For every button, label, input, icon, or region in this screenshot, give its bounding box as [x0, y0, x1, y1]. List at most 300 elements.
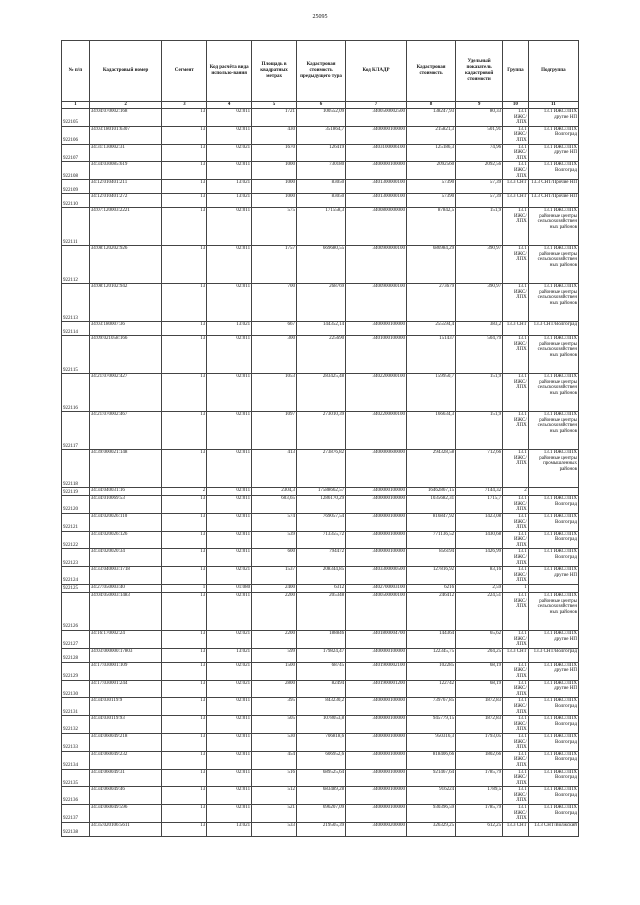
- subgroup: 13.1 ИЖС/ЛПХ районные центры сельскохозяйствен ных районов: [528, 374, 578, 412]
- kladr-code: 3400900000100: [346, 246, 407, 284]
- previous-cost: 683489,28: [296, 787, 345, 805]
- row-number: 922133: [62, 733, 90, 751]
- usage-code: 02:021: [207, 567, 252, 585]
- table-row: [62, 180, 579, 194]
- specific-cost: 390,97: [456, 246, 503, 284]
- cadastral-cost: 246412: [406, 593, 455, 631]
- table-row: [62, 567, 579, 585]
- row-number: 922136: [62, 787, 90, 805]
- subgroup: 13.1 ИЖС/ЛПХ Волгоград: [528, 698, 578, 716]
- area: 2800: [252, 680, 297, 698]
- segment: 13: [162, 733, 207, 751]
- specific-cost: 65,62: [456, 631, 503, 649]
- kladr-code: 3402200000100: [346, 412, 407, 450]
- cadastral-number: 34:34:040031:16: [89, 488, 162, 496]
- area: 667: [252, 322, 297, 336]
- table-row: [62, 698, 579, 716]
- segment: 13: [162, 716, 207, 734]
- row-number: 922127: [62, 631, 90, 649]
- area: 1670: [252, 144, 297, 162]
- usage-code: 01:080: [207, 585, 252, 593]
- cadastral-cost: 138247,93: [406, 109, 455, 127]
- kladr-code: 3400000100000: [346, 162, 407, 180]
- group: 13.3 СНТ: [503, 194, 529, 208]
- segment: 13: [162, 662, 207, 680]
- usage-code: 02:011: [207, 593, 252, 631]
- usage-code: 02:011: [207, 531, 252, 549]
- cadastral-number: 34:08:120202:926: [89, 246, 162, 284]
- row-number: 922121: [62, 513, 90, 531]
- table-row: [62, 194, 579, 208]
- usage-code: 02:011: [207, 208, 252, 246]
- segment: 13: [162, 593, 207, 631]
- usage-code: 02:011: [207, 787, 252, 805]
- previous-cost: 126419: [296, 144, 345, 162]
- column-header: Кадастровая стоимость: [406, 41, 455, 102]
- row-number: 922126: [62, 593, 90, 631]
- kladr-code: 3400000100000: [346, 322, 407, 336]
- column-header: Группа: [503, 41, 529, 102]
- group: 13.1 ИЖС/ЛПХ: [503, 109, 529, 127]
- column-number: 9: [456, 102, 503, 109]
- subgroup: 13.1 ИЖС/ЛПХ Волгоград: [528, 531, 578, 549]
- previous-cost: 794472: [296, 549, 345, 567]
- previous-cost: 205348: [296, 593, 345, 631]
- row-number: 922130: [62, 680, 90, 698]
- specific-cost: 612,25: [456, 822, 503, 836]
- kladr-code: 3400000100000: [346, 698, 407, 716]
- table-row: [62, 496, 579, 514]
- subgroup: 13.1 ИЖС/ЛПХ другие НП: [528, 109, 578, 127]
- area: 599: [252, 648, 297, 662]
- segment: 13: [162, 194, 207, 208]
- column-number-row: [62, 102, 579, 109]
- specific-cost: 151,9: [456, 412, 503, 450]
- cadastral-cost: 2092560: [406, 162, 455, 180]
- segment: 13: [162, 567, 207, 585]
- segment: 13: [162, 126, 207, 144]
- subgroup: 13.1 ИЖС/ЛПХ районные центры сельскохозяйствен ных районов: [528, 208, 578, 246]
- table-row: [62, 593, 579, 631]
- previous-cost: 273876,82: [296, 450, 345, 488]
- subgroup: 13.1 ИЖС/ЛПХ Волгоград: [528, 805, 578, 823]
- group: 13.1 ИЖС/ЛПХ: [503, 805, 529, 823]
- table-row: [62, 680, 579, 698]
- cadastral-cost: 950316,3: [406, 733, 455, 751]
- table-row: [62, 751, 579, 769]
- group: 13.1 ИЖС/ЛПХ: [503, 751, 529, 769]
- specific-cost: 501,91: [456, 126, 503, 144]
- cadastral-number: 34:34:030119:9: [89, 698, 162, 716]
- group: 2: [503, 488, 529, 496]
- subgroup: 13.1 ИЖС/ЛПХ Волгоград: [528, 549, 578, 567]
- area: 575: [252, 208, 297, 246]
- row-number: 922122: [62, 531, 90, 549]
- area: 521: [252, 805, 297, 823]
- area: 300: [252, 336, 297, 374]
- cadastral-number: 34:34:020026:126: [89, 531, 162, 549]
- specific-cost: 224,51: [456, 593, 503, 631]
- segment: 13: [162, 246, 207, 284]
- row-number: 922118: [62, 450, 90, 488]
- column-number: 4: [207, 102, 252, 109]
- column-header: Подгруппа: [528, 41, 578, 102]
- area: 700: [252, 284, 297, 322]
- previous-cost: 219505,39: [296, 822, 345, 836]
- table-row: [62, 631, 579, 649]
- usage-code: 02:011: [207, 549, 252, 567]
- cadastral-number: 34:04:070002:168: [89, 109, 162, 127]
- group: 13.1 ИЖС/ЛПХ: [503, 769, 529, 787]
- cadastral-number: 34:27:050003:40: [89, 585, 162, 593]
- cadastral-cost: 326329,25: [406, 822, 455, 836]
- area: 454: [252, 751, 297, 769]
- specific-cost: 68,19: [456, 662, 503, 680]
- group: 13.1 ИЖС/ЛПХ: [503, 246, 529, 284]
- usage-code: 02:011: [207, 284, 252, 322]
- table-row: [62, 769, 579, 787]
- subgroup: 13.3 СНТ/Прочие НП: [528, 180, 578, 194]
- area: 574: [252, 513, 297, 531]
- group: 13.1 ИЖС/ЛПХ: [503, 374, 529, 412]
- usage-code: 02:011: [207, 769, 252, 787]
- segment: 13: [162, 648, 207, 662]
- previous-cost: 351864,7: [296, 126, 345, 144]
- kladr-code: 3400900000100: [346, 284, 407, 322]
- kladr-code: 3400000100000: [346, 805, 407, 823]
- column-header: Код КЛАДР: [346, 41, 407, 102]
- kladr-code: 3400000100000: [346, 716, 407, 734]
- row-number: 922113: [62, 284, 90, 322]
- subgroup: 13.1 ИЖС/ЛПХ другие НП: [528, 567, 578, 585]
- table-row: [62, 450, 579, 488]
- segment: 13: [162, 531, 207, 549]
- group: 13.1 ИЖС/ЛПХ: [503, 787, 529, 805]
- previous-cost: 730180: [296, 162, 345, 180]
- usage-code: 02:011: [207, 126, 252, 144]
- previous-cost: 68745: [296, 662, 345, 680]
- row-number: 922137: [62, 805, 90, 823]
- kladr-code: 3400000200000: [346, 822, 407, 836]
- usage-code: 02:011: [207, 412, 252, 450]
- previous-cost: 689525,64: [296, 769, 345, 787]
- cadastral-number: 34:34:060049:218: [89, 733, 162, 751]
- group: 13.1 ИЖС/ЛПХ: [503, 567, 529, 585]
- previous-cost: 188846: [296, 631, 345, 649]
- segment: 13: [162, 162, 207, 180]
- usage-code: 02:011: [207, 109, 252, 127]
- subgroup: 13.3 СНТ/Прочие НП: [528, 194, 578, 208]
- usage-code: 02:011: [207, 751, 252, 769]
- kladr-code: 3401900002100: [346, 662, 407, 680]
- area: 1053: [252, 374, 297, 412]
- table-row: [62, 513, 579, 531]
- segment: 13: [162, 680, 207, 698]
- group: 13.1 ИЖС/ЛПХ: [503, 662, 529, 680]
- area: 2200: [252, 593, 297, 631]
- cadastral-number: 34:34:060049:232: [89, 751, 162, 769]
- subgroup: 13.1 ИЖС/ЛПХ другие НП: [528, 662, 578, 680]
- row-number: 922123: [62, 549, 90, 567]
- kladr-code: 3400800000000: [346, 208, 407, 246]
- specific-cost: 1802,66: [456, 751, 503, 769]
- cadastral-number: 34:03:000000:17803: [89, 648, 162, 662]
- cadastral-number: 34:03:180007:36: [89, 322, 162, 336]
- table-row: [62, 805, 579, 823]
- cadastral-cost: 916224: [406, 787, 455, 805]
- previous-cost: 1286170,29: [296, 496, 345, 514]
- column-number: 1: [62, 102, 90, 109]
- usage-code: 02:011: [207, 513, 252, 531]
- usage-code: 02:011: [207, 162, 252, 180]
- subgroup: 13.1 ИЖС/ЛПХ Волгоград: [528, 787, 578, 805]
- group: 13.1 ИЖС/ЛПХ: [503, 593, 529, 631]
- segment: 13: [162, 769, 207, 787]
- area: 2304,3: [252, 488, 297, 496]
- segment: 13: [162, 549, 207, 567]
- specific-cost: 1430,68: [456, 531, 503, 549]
- specific-cost: 151,9: [456, 374, 503, 412]
- group: 13.1 ИЖС/ЛПХ: [503, 284, 529, 322]
- cadastral-cost: 921467,64: [406, 769, 455, 787]
- column-header: Кадастровый номер: [89, 41, 162, 102]
- table-row: [62, 208, 579, 246]
- cadastral-cost: 818406,66: [406, 751, 455, 769]
- area: 600: [252, 549, 297, 567]
- table-body: [62, 109, 579, 837]
- area: 1000: [252, 194, 297, 208]
- cadastral-cost: 87842,5: [406, 208, 455, 246]
- kladr-code: 3401300000100: [346, 194, 407, 208]
- subgroup: 13.1 ИЖС/ЛПХ Волгоград: [528, 733, 578, 751]
- cadastral-number: 34:31:130002:31: [89, 144, 162, 162]
- row-number: 922128: [62, 648, 90, 662]
- group: 13.3 СНТ: [503, 822, 529, 836]
- table-row: [62, 246, 579, 284]
- specific-cost: 1793,05: [456, 733, 503, 751]
- row-number: 922114: [62, 322, 90, 336]
- row-number: 922132: [62, 716, 90, 734]
- previous-cost: 83050: [296, 180, 345, 194]
- specific-cost: 504,79: [456, 336, 503, 374]
- table-row: [62, 144, 579, 162]
- segment: 13: [162, 496, 207, 514]
- subgroup: 13.1 ИЖС/ЛПХ районные центры сельскохозяйствен ных районов: [528, 593, 578, 631]
- kladr-code: 3403100006100: [346, 144, 407, 162]
- column-number: 11: [528, 102, 578, 109]
- subgroup: 13.1 ИЖС/ЛПХ Волгоград: [528, 751, 578, 769]
- group: 13.1 ИЖС/ЛПХ: [503, 531, 529, 549]
- previous-cost: 82494: [296, 680, 345, 698]
- previous-cost: 179824,47: [296, 648, 345, 662]
- area: 516: [252, 769, 297, 787]
- group: 13.1 ИЖС/ЛПХ: [503, 126, 529, 144]
- row-number: 922108: [62, 162, 90, 180]
- group: 13.1 ИЖС/ЛПХ: [503, 513, 529, 531]
- subgroup: 13.1 ИЖС/ЛПХ Волгоград: [528, 126, 578, 144]
- usage-code: 02:011: [207, 450, 252, 488]
- cadastral-cost: 273679: [406, 284, 455, 322]
- cadastral-cost: 6216: [406, 585, 455, 593]
- table-row: [62, 336, 579, 374]
- segment: 13: [162, 374, 207, 412]
- previous-cost: 713355,72: [296, 531, 345, 549]
- table-row: [62, 787, 579, 805]
- cadastral-number: 34:33:040003:1718: [89, 567, 162, 585]
- cadastral-number: 34:16:170002:24: [89, 631, 162, 649]
- specific-cost: 2,59: [456, 585, 503, 593]
- subgroup: [528, 585, 578, 593]
- segment: 13: [162, 412, 207, 450]
- kladr-code: 3400000100000: [346, 126, 407, 144]
- group: 13.1 ИЖС/ЛПХ: [503, 336, 529, 374]
- previous-cost: 144352,14: [296, 322, 345, 336]
- group: 13.1 ИЖС/ЛПХ: [503, 144, 529, 162]
- table-row: [62, 733, 579, 751]
- cadastral-number: 34:34:010069:53: [89, 496, 162, 514]
- kladr-code: 3401800004700: [346, 631, 407, 649]
- row-number: 922124: [62, 567, 90, 585]
- previous-cost: 6312: [296, 585, 345, 593]
- subgroup: 13.1 ИЖС/ЛПХ другие НП: [528, 680, 578, 698]
- kladr-code: 3400000100000: [346, 733, 407, 751]
- usage-code: 02:021: [207, 662, 252, 680]
- cadastral-number: 34:21:070002:427: [89, 374, 162, 412]
- cadastral-cost: 122345,75: [406, 648, 455, 662]
- segment: 13: [162, 751, 207, 769]
- kladr-code: 3400000100000: [346, 769, 407, 787]
- column-header: Код расчёта вида использо-вания: [207, 41, 252, 102]
- column-number: 8: [406, 102, 455, 109]
- usage-code: 02:011: [207, 698, 252, 716]
- column-header: Сегмент: [162, 41, 207, 102]
- kladr-code: 3400000100000: [346, 549, 407, 567]
- segment: 2: [162, 488, 207, 496]
- subgroup: [528, 488, 578, 496]
- specific-cost: 1423,08: [456, 513, 503, 531]
- area: 1500: [252, 662, 297, 680]
- cadastral-cost: 127816,92: [406, 567, 455, 585]
- column-header: Удельный показатель кадастровой стоимости: [456, 41, 503, 102]
- cadastral-number: 34:21:070002:467: [89, 412, 162, 450]
- specific-cost: 1872,83: [456, 698, 503, 716]
- cadastral-number: 34:08:120102:942: [89, 284, 162, 322]
- subgroup: 13.1 ИЖС/ЛПХ районные центры промышленных районов: [528, 450, 578, 488]
- previous-cost: 283425,48: [296, 374, 345, 412]
- previous-cost: 17588662,57: [296, 488, 345, 496]
- cadastral-number: 34:34:060049:31: [89, 769, 162, 787]
- column-number: 3: [162, 102, 207, 109]
- kladr-code: 3401300000100: [346, 180, 407, 194]
- segment: 13: [162, 336, 207, 374]
- area: 395: [252, 698, 297, 716]
- kladr-code: 3400500002500: [346, 109, 407, 127]
- table-row: [62, 126, 579, 144]
- usage-code: 13:021: [207, 322, 252, 336]
- cadastral-cost: 57390: [406, 194, 455, 208]
- row-number: 922120: [62, 496, 90, 514]
- segment: 13: [162, 513, 207, 531]
- cadastral-number: 34:17:030001:109: [89, 662, 162, 680]
- area: 1721: [252, 109, 297, 127]
- kladr-code: 3400000100000: [346, 496, 407, 514]
- row-number: 922107: [62, 144, 90, 162]
- group: 13.1 ИЖС/ЛПХ: [503, 549, 529, 567]
- cadastral-number: 34:12:010401:211: [89, 180, 162, 194]
- row-number: 922131: [62, 698, 90, 716]
- area: 512: [252, 787, 297, 805]
- segment: 13: [162, 822, 207, 836]
- usage-code: 02:011: [207, 374, 252, 412]
- specific-cost: 1426,99: [456, 549, 503, 567]
- row-number: 922134: [62, 751, 90, 769]
- row-number: 922110: [62, 194, 90, 208]
- group: 13.1 ИЖС/ЛПХ: [503, 412, 529, 450]
- kladr-code: 3400000100000: [346, 513, 407, 531]
- subgroup: 13.1 ИЖС/ЛПХ другие НП: [528, 144, 578, 162]
- previous-cost: 100552,09: [296, 109, 345, 127]
- area: 430: [252, 126, 297, 144]
- usage-code: 13:021: [207, 822, 252, 836]
- cadastral-number: 34:35:020106:5611: [89, 822, 162, 836]
- cadastral-cost: 686984,29: [406, 246, 455, 284]
- cadastral-table: [61, 40, 579, 837]
- subgroup: 13.1 ИЖС/ЛПХ Волгоград: [528, 496, 578, 514]
- table-row: [62, 648, 579, 662]
- kladr-code: 3400500000100: [346, 593, 407, 631]
- cadastral-number: 34:34:020026:110: [89, 513, 162, 531]
- subgroup: 13.1 ИЖС/ЛПХ другие НП: [528, 631, 578, 649]
- row-number: 922106: [62, 126, 90, 144]
- table-row: [62, 284, 579, 322]
- previous-cost: 268769: [296, 284, 345, 322]
- group: 1: [503, 585, 529, 593]
- table-row: [62, 374, 579, 412]
- previous-cost: 669680,55: [296, 246, 345, 284]
- usage-code: 02:011: [207, 336, 252, 374]
- row-number: 922129: [62, 662, 90, 680]
- group: 13.1 ИЖС/ЛПХ: [503, 496, 529, 514]
- specific-cost: 1785,79: [456, 769, 503, 787]
- column-header: № п/п: [62, 41, 90, 102]
- table-row: [62, 412, 579, 450]
- previous-cost: 843230,2: [296, 698, 345, 716]
- segment: 13: [162, 284, 207, 322]
- column-number: 7: [346, 102, 407, 109]
- specific-cost: 74,96: [456, 144, 503, 162]
- specific-cost: 1872,83: [456, 716, 503, 734]
- cadastral-number: 34:12:010401:272: [89, 194, 162, 208]
- kladr-code: 3400000100000: [346, 787, 407, 805]
- previous-cost: 171558,3: [296, 208, 345, 246]
- table-row: [62, 488, 579, 496]
- table-row: [62, 716, 579, 734]
- column-number: 10: [503, 102, 529, 109]
- group: 13.1 ИЖС/ЛПХ: [503, 698, 529, 716]
- cadastral-cost: 16462867,15: [406, 488, 455, 496]
- area: 2400: [252, 585, 297, 593]
- header-row: [62, 41, 579, 102]
- kladr-code: 3400000100000: [346, 488, 407, 496]
- usage-code: 13:021: [207, 648, 252, 662]
- group: 13.1 ИЖС/ЛПХ: [503, 631, 529, 649]
- cadastral-cost: 122742: [406, 680, 455, 698]
- cadastral-number: 34:39:000021:148: [89, 450, 162, 488]
- cadastral-number: 34:34:030085:619: [89, 162, 162, 180]
- area: 1757: [252, 246, 297, 284]
- segment: 13: [162, 631, 207, 649]
- segment: 13: [162, 180, 207, 194]
